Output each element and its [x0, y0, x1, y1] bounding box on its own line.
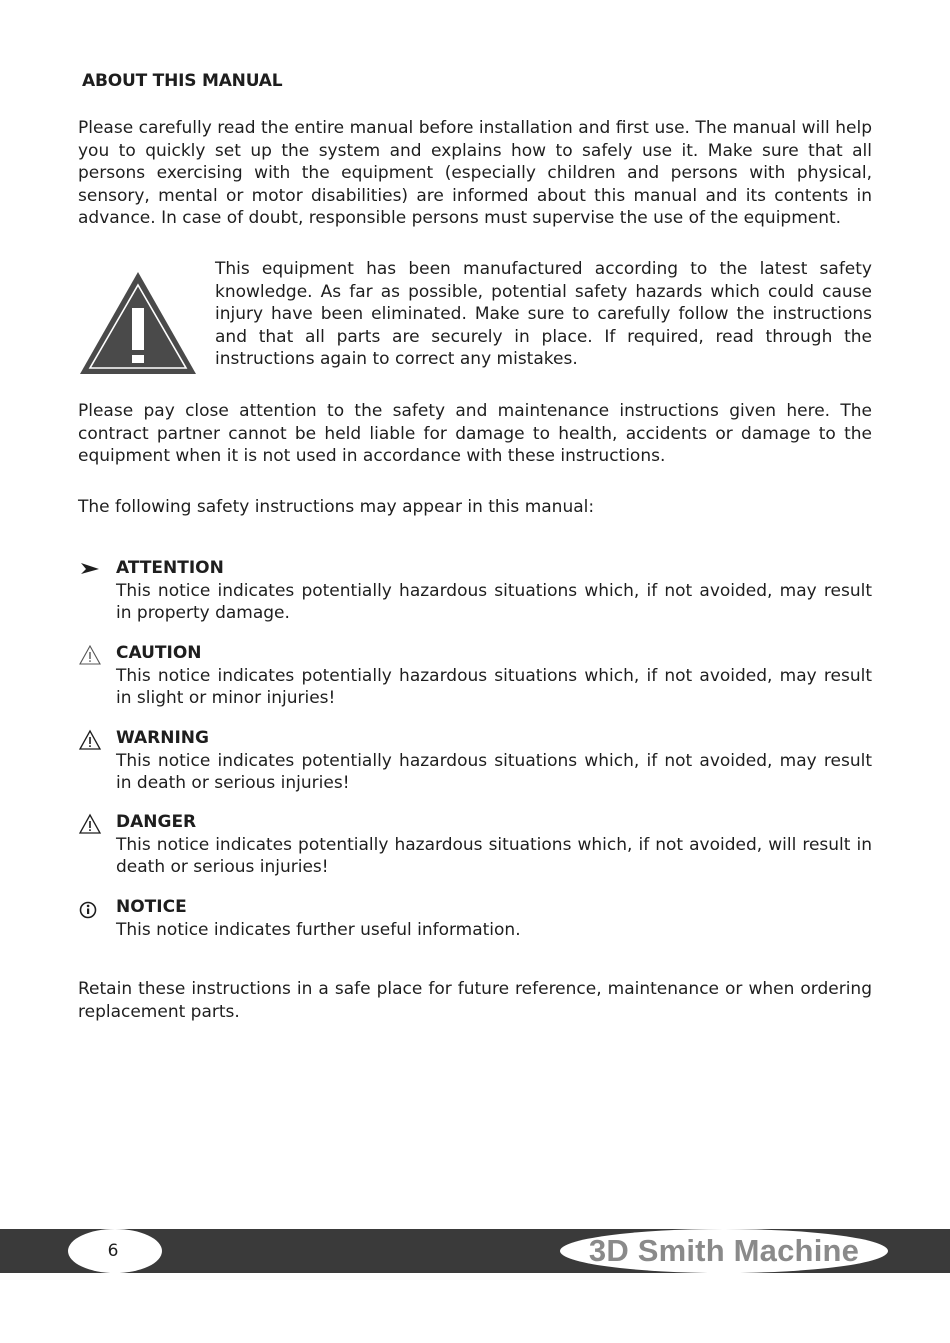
info-circle-icon — [78, 898, 102, 920]
retain-paragraph: Retain these instructions in a safe place for future reference, maintenance or when ordering replacement parts. — [78, 979, 872, 1022]
notice-title: WARNING — [116, 728, 209, 748]
notice-title: ATTENTION — [116, 558, 224, 578]
intro-paragraph: Please carefully read the entire manual before installation and first use. The manual will help you to quickly set up the system and explains how to safely use it. Make sure that all persons exercising with the equipment (especially children and persons with physical, sensory, mental or motor disabilities) are informed about this manual and its contents in advance. In case of doubt, responsible persons must supervise the use of the equipment. — [78, 118, 872, 229]
notice-text: This notice indicates potentially hazardous situations which, if not avoided, may result in property damage. — [116, 580, 872, 624]
following-intro: The following safety instructions may appear in this manual: — [78, 497, 595, 517]
arrow-pointer-icon — [78, 559, 102, 581]
notice-title: DANGER — [116, 812, 197, 832]
notice-text: This notice indicates potentially hazardous situations which, if not avoided, may result in death or serious injuries! — [116, 750, 872, 794]
warning-box-text: This equipment has been manufactured according to the latest safety knowledge. As far as possible, potential safety hazards which could cause injury have been eliminated. Make sure to carefully follow the instructions and that all parts are securely in place. If required, read through the instructions again to correct any mistakes. — [215, 259, 872, 370]
brand-title: 3D Smith Machine — [588, 1233, 860, 1268]
section-heading: ABOUT THIS MANUAL — [82, 71, 283, 91]
safety-paragraph: Please pay close attention to the safety and maintenance instructions given here. The contract partner cannot be held liable for damage to health, accidents or damage to the equipment when it is not used in accordance with these instructions. — [78, 401, 872, 467]
notice-text: This notice indicates potentially hazardous situations which, if not avoided, may result in slight or minor injuries! — [116, 665, 872, 709]
notice-text: This notice indicates further useful information. — [116, 919, 521, 940]
danger-triangle-icon — [78, 813, 102, 835]
warning-box — [78, 258, 872, 378]
warning-triangle-icon — [78, 729, 102, 751]
page-number: 6 — [107, 1241, 119, 1261]
caution-triangle-icon — [78, 644, 102, 666]
notice-text: This notice indicates potentially hazardous situations which, if not avoided, will result in death or serious injuries! — [116, 834, 872, 878]
notice-title: CAUTION — [116, 643, 202, 663]
notice-title: NOTICE — [116, 897, 187, 917]
warning-triangle-icon — [78, 270, 198, 376]
